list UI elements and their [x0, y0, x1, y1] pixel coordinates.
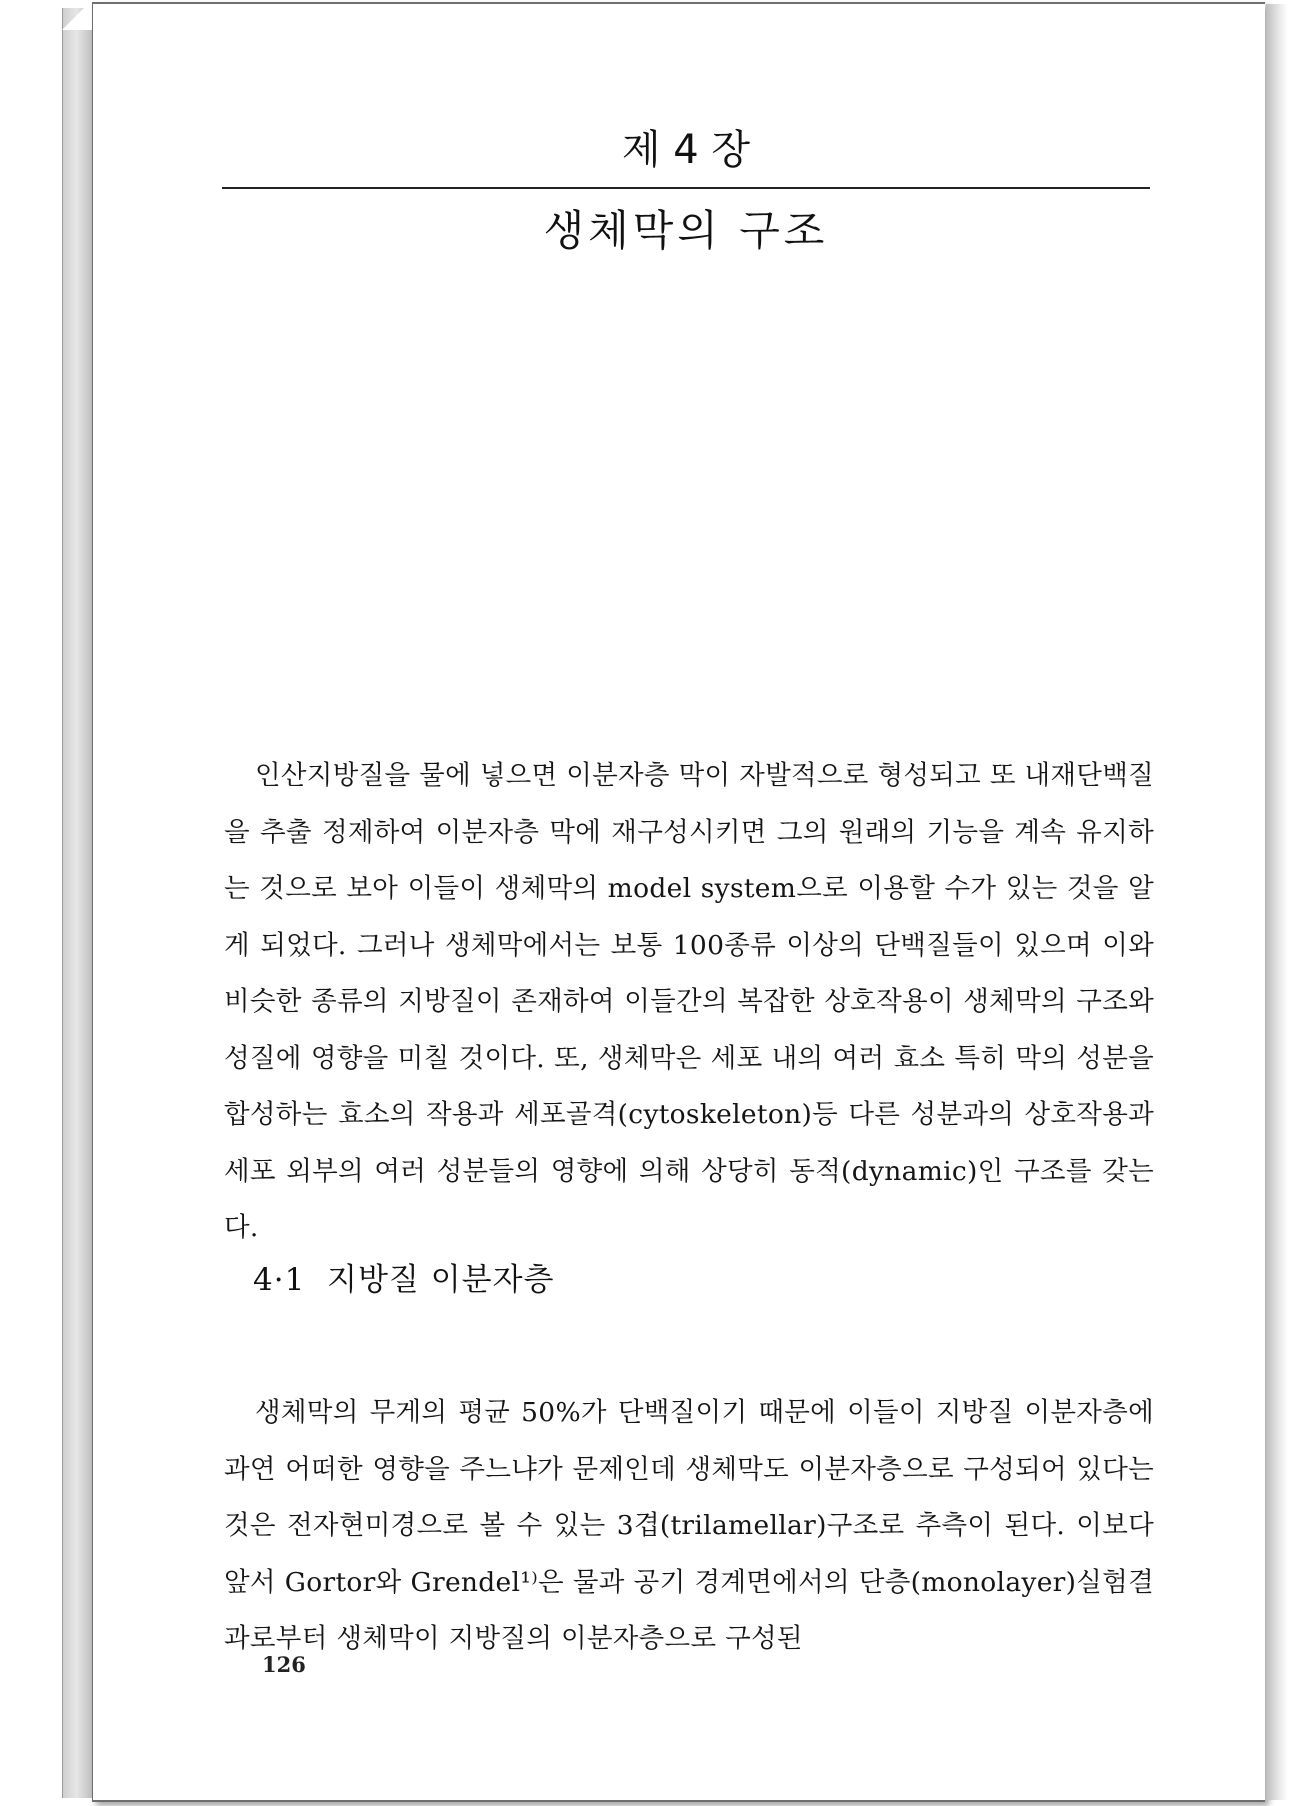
- page-number: 126: [262, 1652, 306, 1677]
- section-paragraph: 생체막의 무게의 평균 50%가 단백질이기 때문에 이들이 지방질 이분자층에 과연 어떠한 영향을 주느냐가 문제인데 생체막도 이분자층으로 구성되어 있다는 것은 전자현미경으로 볼 수 있는 3겹(trilamellar)구조로 추측이 된다. 이보다 앞서 Gortor와 Grendel¹⁾은 물과 공기 경계면에서의 단층(monolayer)실험결과로부터 생체막이 지방질의 이분자층으로 구성된: [224, 1397, 1154, 1654]
- book-spine: [62, 8, 93, 1798]
- section-heading: 4·1 지방질 이분자층: [253, 1262, 555, 1298]
- chapter-title: 생체막의 구조: [543, 206, 829, 255]
- chapter-number: 제 4 장: [621, 127, 751, 173]
- intro-paragraph: 인산지방질을 물에 넣으면 이분자층 막이 자발적으로 형성되고 또 내재단백질을 추출 정제하여 이분자층 막에 재구성시키면 그의 원래의 기능을 계속 유지하는 것으로 보아 이들이 생체막의 model system으로 이용할 수가 있는 것을 알게 되었다. 그러나 생체막에서는 보통 100종류 이상의 단백질들이 있으며 이와 비슷한 종류의 지방질이 존재하여 이들간의 복잡한 상호작용이 생체막의 구조와 성질에 영향을 미칠 것이다. 또, 생체막은 세포 내의 여러 효소 특히 막의 성분을 합성하는 효소의 작용과 세포골격(cytoskeleton)등 다른 성분과의 상호작용과 세포 외부의 여러 성분들의 영향에 의해 상당히 동적(dynamic)인 구조를 갖는다.: [224, 760, 1154, 1243]
- page-edge-shadow: [1266, 4, 1288, 1800]
- chapter-divider: [222, 187, 1150, 189]
